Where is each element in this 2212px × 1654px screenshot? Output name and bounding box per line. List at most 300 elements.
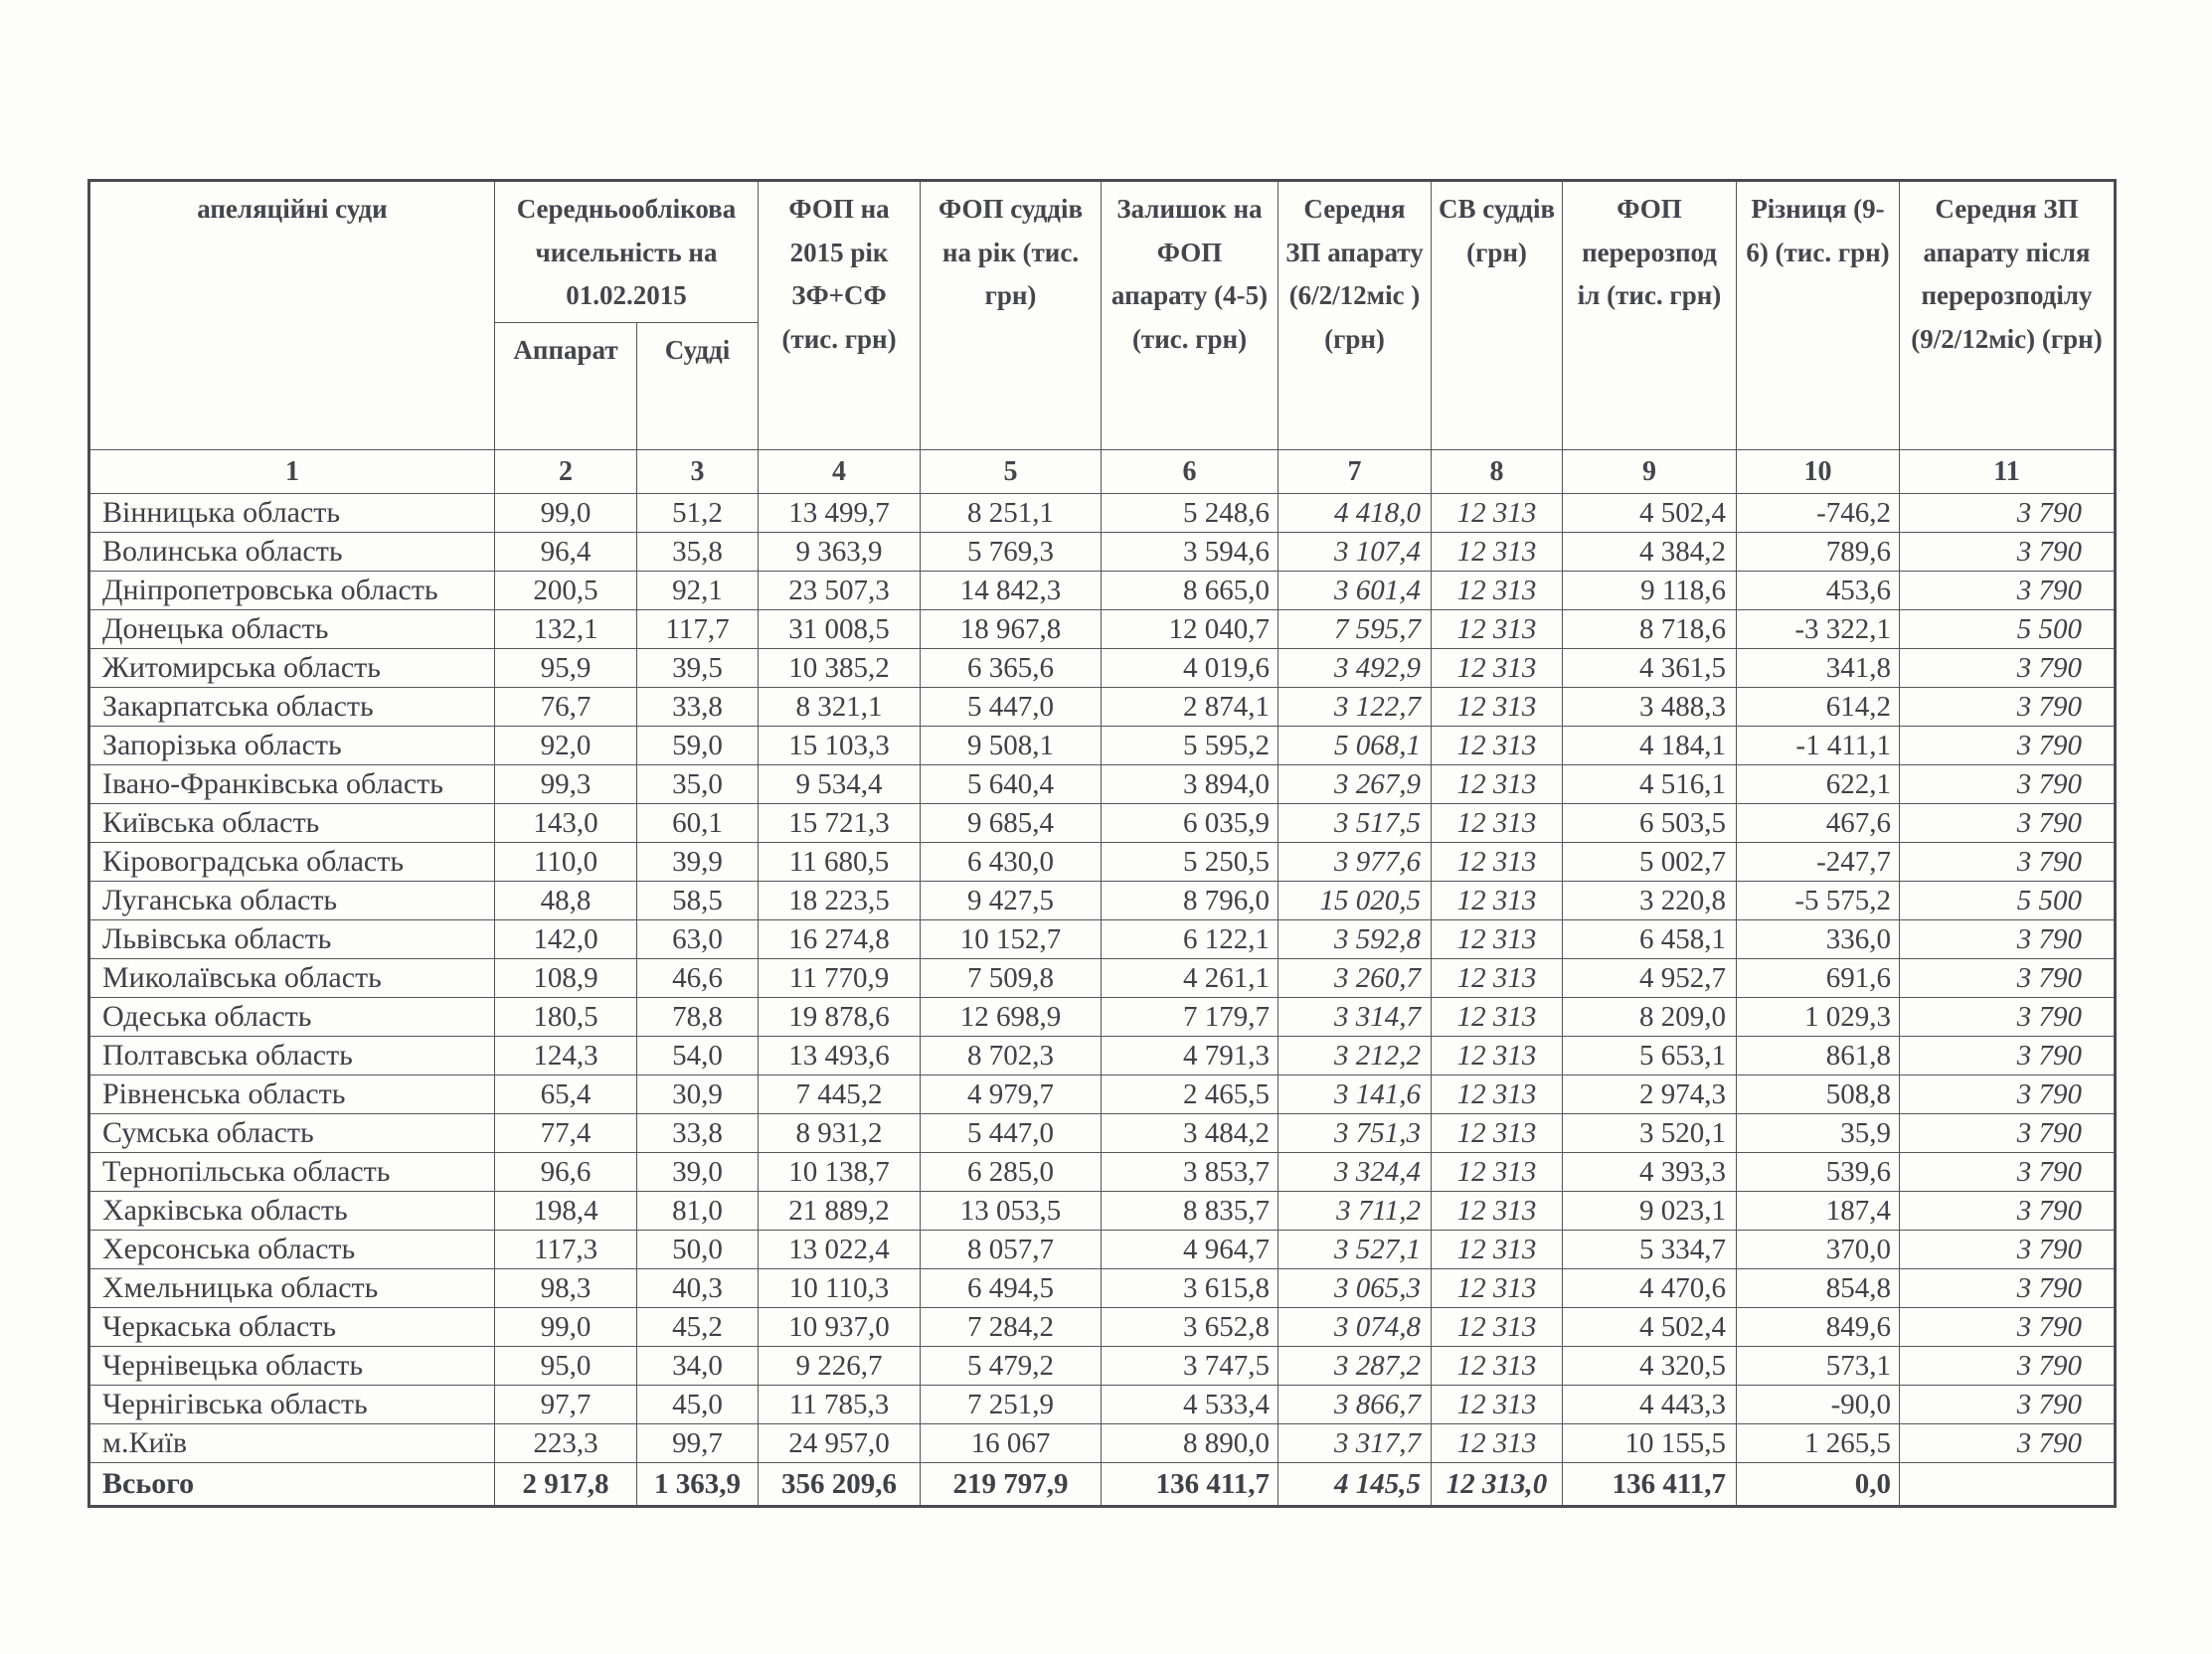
- value-cell: 849,6: [1737, 1308, 1900, 1347]
- table-row: [89, 1153, 2116, 1192]
- value-cell: 78,8: [637, 998, 759, 1037]
- value-cell: 861,8: [1737, 1037, 1900, 1075]
- value-cell: 12 313: [1432, 533, 1563, 572]
- value-cell: 614,2: [1737, 688, 1900, 727]
- value-cell: 8 890,0: [1102, 1424, 1278, 1463]
- value-cell: 5 640,4: [921, 765, 1102, 804]
- value-cell: 3 601,4: [1278, 572, 1432, 610]
- col-header-sv-judges: СВ суддів (грн): [1432, 181, 1563, 450]
- table-row: [89, 1075, 2116, 1114]
- value-cell: 3 324,4: [1278, 1153, 1432, 1192]
- value-cell: 81,0: [637, 1192, 759, 1231]
- region-name-cell: Черкаська область: [89, 1308, 495, 1347]
- value-cell: 97,7: [495, 1386, 637, 1424]
- value-cell: 12 313: [1432, 572, 1563, 610]
- value-cell: 31 008,5: [759, 610, 921, 649]
- value-cell: 9 508,1: [921, 727, 1102, 765]
- value-cell: 13 493,6: [759, 1037, 921, 1075]
- value-cell: 4 516,1: [1563, 765, 1737, 804]
- value-cell: 54,0: [637, 1037, 759, 1075]
- value-cell: 142,0: [495, 920, 637, 959]
- value-cell: 96,4: [495, 533, 637, 572]
- region-name-cell: Сумська область: [89, 1114, 495, 1153]
- value-cell: 98,3: [495, 1269, 637, 1308]
- value-cell: 3 790: [1900, 1153, 2116, 1192]
- value-cell: 370,0: [1737, 1231, 1900, 1269]
- column-number: 2: [495, 450, 637, 494]
- value-cell: 4 184,1: [1563, 727, 1737, 765]
- value-cell: 35,8: [637, 533, 759, 572]
- value-cell: 3 751,3: [1278, 1114, 1432, 1153]
- region-name-cell: Хмельницька область: [89, 1269, 495, 1308]
- column-number: 10: [1737, 450, 1900, 494]
- value-cell: 180,5: [495, 998, 637, 1037]
- table-row: [89, 1269, 2116, 1308]
- value-cell: -3 322,1: [1737, 610, 1900, 649]
- value-cell: 11 770,9: [759, 959, 921, 998]
- value-cell: 15 103,3: [759, 727, 921, 765]
- col-header-fop-judges: ФОП суддів на рік (тис. грн): [921, 181, 1102, 450]
- value-cell: 99,0: [495, 494, 637, 533]
- value-cell: 143,0: [495, 804, 637, 843]
- value-cell: 8 702,3: [921, 1037, 1102, 1075]
- value-cell: 356 209,6: [759, 1463, 921, 1507]
- column-number: 4: [759, 450, 921, 494]
- value-cell: 19 878,6: [759, 998, 921, 1037]
- value-cell: 5 334,7: [1563, 1231, 1737, 1269]
- column-number: 3: [637, 450, 759, 494]
- value-cell: 10 155,5: [1563, 1424, 1737, 1463]
- value-cell: 7 595,7: [1278, 610, 1432, 649]
- value-cell: 92,1: [637, 572, 759, 610]
- value-cell: 573,1: [1737, 1347, 1900, 1386]
- value-cell: 8 835,7: [1102, 1192, 1278, 1231]
- value-cell: 4 145,5: [1278, 1463, 1432, 1507]
- region-name-cell: Одеська область: [89, 998, 495, 1037]
- value-cell: 12 313: [1432, 1231, 1563, 1269]
- value-cell: 33,8: [637, 688, 759, 727]
- value-cell: 4 418,0: [1278, 494, 1432, 533]
- value-cell: 7 445,2: [759, 1075, 921, 1114]
- value-cell: 5 769,3: [921, 533, 1102, 572]
- value-cell: 58,5: [637, 882, 759, 920]
- value-cell: 3 790: [1900, 998, 2116, 1037]
- value-cell: 8 321,1: [759, 688, 921, 727]
- region-name-cell: Запорізька область: [89, 727, 495, 765]
- column-number: 9: [1563, 450, 1737, 494]
- value-cell: 2 917,8: [495, 1463, 637, 1507]
- value-cell: 99,0: [495, 1308, 637, 1347]
- value-cell: 3 790: [1900, 727, 2116, 765]
- value-cell: 3 790: [1900, 920, 2116, 959]
- region-name-cell: Кіровоградська область: [89, 843, 495, 882]
- value-cell: 8 251,1: [921, 494, 1102, 533]
- value-cell: 12 313: [1432, 727, 1563, 765]
- value-cell: 117,3: [495, 1231, 637, 1269]
- table-row: [89, 1308, 2116, 1347]
- value-cell: 12 313: [1432, 804, 1563, 843]
- value-cell: 12 313: [1432, 882, 1563, 920]
- table-row: [89, 1192, 2116, 1231]
- value-cell: 453,6: [1737, 572, 1900, 610]
- value-cell: 18 223,5: [759, 882, 921, 920]
- value-cell: 4 533,4: [1102, 1386, 1278, 1424]
- value-cell: 3 074,8: [1278, 1308, 1432, 1347]
- value-cell: 5 068,1: [1278, 727, 1432, 765]
- value-cell: 9 226,7: [759, 1347, 921, 1386]
- value-cell: 45,0: [637, 1386, 759, 1424]
- value-cell: 39,0: [637, 1153, 759, 1192]
- value-cell: 4 502,4: [1563, 1308, 1737, 1347]
- value-cell: 223,3: [495, 1424, 637, 1463]
- value-cell: 16 067: [921, 1424, 1102, 1463]
- value-cell: 4 502,4: [1563, 494, 1737, 533]
- value-cell: 3 747,5: [1102, 1347, 1278, 1386]
- value-cell: 10 138,7: [759, 1153, 921, 1192]
- value-cell: 34,0: [637, 1347, 759, 1386]
- value-cell: 12 313: [1432, 688, 1563, 727]
- value-cell: 10 152,7: [921, 920, 1102, 959]
- value-cell: 136 411,7: [1102, 1463, 1278, 1507]
- value-cell: 7 251,9: [921, 1386, 1102, 1424]
- value-cell: 110,0: [495, 843, 637, 882]
- value-cell: 3 711,2: [1278, 1192, 1432, 1231]
- value-cell: 59,0: [637, 727, 759, 765]
- value-cell: 51,2: [637, 494, 759, 533]
- value-cell: 3 790: [1900, 533, 2116, 572]
- value-cell: 6 035,9: [1102, 804, 1278, 843]
- value-cell: 3 488,3: [1563, 688, 1737, 727]
- value-cell: 10 385,2: [759, 649, 921, 688]
- table-row: [89, 688, 2116, 727]
- value-cell: 12 313: [1432, 649, 1563, 688]
- value-cell: 2 874,1: [1102, 688, 1278, 727]
- table-row: [89, 920, 2116, 959]
- region-name-cell: Івано-Франківська область: [89, 765, 495, 804]
- value-cell: 9 118,6: [1563, 572, 1737, 610]
- value-cell: 3 894,0: [1102, 765, 1278, 804]
- table-row: [89, 1231, 2116, 1269]
- value-cell: 11 680,5: [759, 843, 921, 882]
- court-payroll-table: [87, 179, 2117, 1508]
- value-cell: 15 721,3: [759, 804, 921, 843]
- value-cell: 1 265,5: [1737, 1424, 1900, 1463]
- value-cell: 3 220,8: [1563, 882, 1737, 920]
- value-cell: 3 517,5: [1278, 804, 1432, 843]
- value-cell: 3 317,7: [1278, 1424, 1432, 1463]
- value-cell: 3 790: [1900, 572, 2116, 610]
- region-name-cell: Чернігівська область: [89, 1386, 495, 1424]
- value-cell: 2 465,5: [1102, 1075, 1278, 1114]
- value-cell: 198,4: [495, 1192, 637, 1231]
- value-cell: 3 790: [1900, 1231, 2116, 1269]
- value-cell: 95,9: [495, 649, 637, 688]
- value-cell: 467,6: [1737, 804, 1900, 843]
- value-cell: 4 384,2: [1563, 533, 1737, 572]
- value-cell: 7 179,7: [1102, 998, 1278, 1037]
- value-cell: 12 040,7: [1102, 610, 1278, 649]
- table-body: [89, 494, 2116, 1507]
- value-cell: 12 313: [1432, 843, 1563, 882]
- value-cell: 136 411,7: [1563, 1463, 1737, 1507]
- col-header-appellate-courts: апеляційні суди: [89, 181, 495, 450]
- value-cell: 15 020,5: [1278, 882, 1432, 920]
- value-cell: 4 443,3: [1563, 1386, 1737, 1424]
- value-cell: 3 790: [1900, 649, 2116, 688]
- value-cell: 3 977,6: [1278, 843, 1432, 882]
- table-row: [89, 1347, 2116, 1386]
- column-number: 6: [1102, 450, 1278, 494]
- value-cell: 14 842,3: [921, 572, 1102, 610]
- value-cell: 3 652,8: [1102, 1308, 1278, 1347]
- value-cell: 3 267,9: [1278, 765, 1432, 804]
- value-cell: 12 313: [1432, 494, 1563, 533]
- value-cell: 3 790: [1900, 1386, 2116, 1424]
- col-header-difference: Різниця (9-6) (тис. грн): [1737, 181, 1900, 450]
- value-cell: 3 790: [1900, 1114, 2116, 1153]
- table-row: [89, 494, 2116, 533]
- value-cell: 108,9: [495, 959, 637, 998]
- value-cell: 0,0: [1737, 1463, 1900, 1507]
- value-cell: 13 499,7: [759, 494, 921, 533]
- value-cell: 4 470,6: [1563, 1269, 1737, 1308]
- col-subheader-judges: Судді: [637, 323, 759, 450]
- region-name-cell: Закарпатська область: [89, 688, 495, 727]
- value-cell: 5 479,2: [921, 1347, 1102, 1386]
- value-cell: 3 790: [1900, 843, 2116, 882]
- value-cell: 187,4: [1737, 1192, 1900, 1231]
- value-cell: 789,6: [1737, 533, 1900, 572]
- table-header: [89, 181, 2116, 494]
- value-cell: 2 974,3: [1563, 1075, 1737, 1114]
- value-cell: 9 427,5: [921, 882, 1102, 920]
- value-cell: 5 447,0: [921, 1114, 1102, 1153]
- region-name-cell: Львівська область: [89, 920, 495, 959]
- value-cell: 99,3: [495, 765, 637, 804]
- value-cell: 3 790: [1900, 1424, 2116, 1463]
- value-cell: 6 458,1: [1563, 920, 1737, 959]
- value-cell: 12 313: [1432, 765, 1563, 804]
- table-row: [89, 1424, 2116, 1463]
- column-number: 1: [89, 450, 495, 494]
- table-row: [89, 843, 2116, 882]
- value-cell: 6 430,0: [921, 843, 1102, 882]
- value-cell: 200,5: [495, 572, 637, 610]
- value-cell: 13 022,4: [759, 1231, 921, 1269]
- value-cell: 3 790: [1900, 804, 2116, 843]
- region-name-cell: м.Київ: [89, 1424, 495, 1463]
- value-cell: 5 595,2: [1102, 727, 1278, 765]
- value-cell: 12 313: [1432, 610, 1563, 649]
- value-cell: 12 313,0: [1432, 1463, 1563, 1507]
- column-number: 5: [921, 450, 1102, 494]
- value-cell: 5 653,1: [1563, 1037, 1737, 1075]
- region-name-cell: Житомирська область: [89, 649, 495, 688]
- value-cell: 4 979,7: [921, 1075, 1102, 1114]
- value-cell: -1 411,1: [1737, 727, 1900, 765]
- value-cell: 6 365,6: [921, 649, 1102, 688]
- value-cell: 3 615,8: [1102, 1269, 1278, 1308]
- col-header-fop-remainder: Залишок на ФОП апарату (4-5) (тис. грн): [1102, 181, 1278, 450]
- value-cell: 23 507,3: [759, 572, 921, 610]
- value-cell: 12 313: [1432, 1192, 1563, 1231]
- value-cell: -5 575,2: [1737, 882, 1900, 920]
- value-cell: 13 053,5: [921, 1192, 1102, 1231]
- region-name-cell: Миколаївська область: [89, 959, 495, 998]
- value-cell: 4 393,3: [1563, 1153, 1737, 1192]
- table-row: [89, 959, 2116, 998]
- value-cell: -746,2: [1737, 494, 1900, 533]
- value-cell: 8 796,0: [1102, 882, 1278, 920]
- value-cell: 219 797,9: [921, 1463, 1102, 1507]
- value-cell: 4 019,6: [1102, 649, 1278, 688]
- value-cell: -90,0: [1737, 1386, 1900, 1424]
- value-cell: 39,5: [637, 649, 759, 688]
- col-header-avg-salary-apparatus: Середня ЗП апарату (6/2/12міс ) (грн): [1278, 181, 1432, 450]
- value-cell: 3 594,6: [1102, 533, 1278, 572]
- value-cell: 92,0: [495, 727, 637, 765]
- value-cell: 3 141,6: [1278, 1075, 1432, 1114]
- region-name-cell: Тернопільська область: [89, 1153, 495, 1192]
- value-cell: 8 057,7: [921, 1231, 1102, 1269]
- value-cell: 99,7: [637, 1424, 759, 1463]
- value-cell: 5 248,6: [1102, 494, 1278, 533]
- value-cell: 691,6: [1737, 959, 1900, 998]
- value-cell: 3 790: [1900, 688, 2116, 727]
- value-cell: 12 313: [1432, 998, 1563, 1037]
- value-cell: 12 313: [1432, 1153, 1563, 1192]
- value-cell: 6 503,5: [1563, 804, 1737, 843]
- table-row: [89, 765, 2116, 804]
- value-cell: 76,7: [495, 688, 637, 727]
- value-cell: 5 500: [1900, 882, 2116, 920]
- value-cell: 35,9: [1737, 1114, 1900, 1153]
- value-cell: 12 313: [1432, 1037, 1563, 1075]
- value-cell: 3 527,1: [1278, 1231, 1432, 1269]
- value-cell: 50,0: [637, 1231, 759, 1269]
- table-row: [89, 572, 2116, 610]
- value-cell: 3 790: [1900, 1347, 2116, 1386]
- region-name-cell: Донецька область: [89, 610, 495, 649]
- region-name-cell: Харківська область: [89, 1192, 495, 1231]
- value-cell: 8 931,2: [759, 1114, 921, 1153]
- value-cell: 12 313: [1432, 959, 1563, 998]
- column-number: 7: [1278, 450, 1432, 494]
- value-cell: 3 520,1: [1563, 1114, 1737, 1153]
- value-cell: 8 665,0: [1102, 572, 1278, 610]
- table-row: [89, 533, 2116, 572]
- value-cell: [1900, 1463, 2116, 1507]
- value-cell: 622,1: [1737, 765, 1900, 804]
- value-cell: 1 029,3: [1737, 998, 1900, 1037]
- value-cell: 508,8: [1737, 1075, 1900, 1114]
- value-cell: 16 274,8: [759, 920, 921, 959]
- region-name-cell: Вінницька область: [89, 494, 495, 533]
- value-cell: 11 785,3: [759, 1386, 921, 1424]
- value-cell: -247,7: [1737, 843, 1900, 882]
- value-cell: 3 314,7: [1278, 998, 1432, 1037]
- value-cell: 3 790: [1900, 494, 2116, 533]
- value-cell: 124,3: [495, 1037, 637, 1075]
- value-cell: 35,0: [637, 765, 759, 804]
- value-cell: 3 592,8: [1278, 920, 1432, 959]
- col-header-average-headcount-group: Середньооблікова чисельність на 01.02.2015: [495, 181, 759, 323]
- value-cell: 3 866,7: [1278, 1386, 1432, 1424]
- region-name-cell: Волинська область: [89, 533, 495, 572]
- value-cell: 7 509,8: [921, 959, 1102, 998]
- value-cell: 3 287,2: [1278, 1347, 1432, 1386]
- column-numbers-row: [89, 450, 2116, 494]
- value-cell: 60,1: [637, 804, 759, 843]
- region-name-cell: Херсонська область: [89, 1231, 495, 1269]
- value-cell: 9 685,4: [921, 804, 1102, 843]
- col-header-fop-2015: ФОП на 2015 рік ЗФ+СФ (тис. грн): [759, 181, 921, 450]
- value-cell: 3 790: [1900, 1269, 2116, 1308]
- value-cell: 4 320,5: [1563, 1347, 1737, 1386]
- value-cell: 4 791,3: [1102, 1037, 1278, 1075]
- value-cell: 96,6: [495, 1153, 637, 1192]
- region-name-cell: Полтавська область: [89, 1037, 495, 1075]
- value-cell: 4 361,5: [1563, 649, 1737, 688]
- value-cell: 77,4: [495, 1114, 637, 1153]
- value-cell: 3 484,2: [1102, 1114, 1278, 1153]
- value-cell: 3 107,4: [1278, 533, 1432, 572]
- value-cell: 7 284,2: [921, 1308, 1102, 1347]
- value-cell: 30,9: [637, 1075, 759, 1114]
- value-cell: 12 313: [1432, 1308, 1563, 1347]
- region-name-cell: Дніпропетровська область: [89, 572, 495, 610]
- total-label-cell: Всього: [89, 1463, 495, 1507]
- table-row: [89, 1386, 2116, 1424]
- value-cell: 3 790: [1900, 765, 2116, 804]
- value-cell: 341,8: [1737, 649, 1900, 688]
- value-cell: 539,6: [1737, 1153, 1900, 1192]
- table-row: [89, 649, 2116, 688]
- value-cell: 45,2: [637, 1308, 759, 1347]
- value-cell: 117,7: [637, 610, 759, 649]
- value-cell: 65,4: [495, 1075, 637, 1114]
- table-row: [89, 998, 2116, 1037]
- value-cell: 5 250,5: [1102, 843, 1278, 882]
- value-cell: 33,8: [637, 1114, 759, 1153]
- value-cell: 3 260,7: [1278, 959, 1432, 998]
- value-cell: 39,9: [637, 843, 759, 882]
- value-cell: 3 790: [1900, 1308, 2116, 1347]
- region-name-cell: Київська область: [89, 804, 495, 843]
- value-cell: 8 718,6: [1563, 610, 1737, 649]
- value-cell: 3 492,9: [1278, 649, 1432, 688]
- value-cell: 3 212,2: [1278, 1037, 1432, 1075]
- value-cell: 5 447,0: [921, 688, 1102, 727]
- value-cell: 4 952,7: [1563, 959, 1737, 998]
- value-cell: 12 313: [1432, 1386, 1563, 1424]
- value-cell: 12 313: [1432, 1269, 1563, 1308]
- value-cell: 9 023,1: [1563, 1192, 1737, 1231]
- region-name-cell: Рівненська область: [89, 1075, 495, 1114]
- value-cell: 3 790: [1900, 959, 2116, 998]
- value-cell: 12 313: [1432, 1075, 1563, 1114]
- region-name-cell: Луганська область: [89, 882, 495, 920]
- value-cell: 21 889,2: [759, 1192, 921, 1231]
- value-cell: 8 209,0: [1563, 998, 1737, 1037]
- value-cell: 9 534,4: [759, 765, 921, 804]
- total-row: [89, 1463, 2116, 1507]
- value-cell: 12 313: [1432, 1424, 1563, 1463]
- col-header-fop-redistribution: ФОП перерозпод іл (тис. грн): [1563, 181, 1737, 450]
- value-cell: 40,3: [637, 1269, 759, 1308]
- table-row: [89, 804, 2116, 843]
- value-cell: 10 937,0: [759, 1308, 921, 1347]
